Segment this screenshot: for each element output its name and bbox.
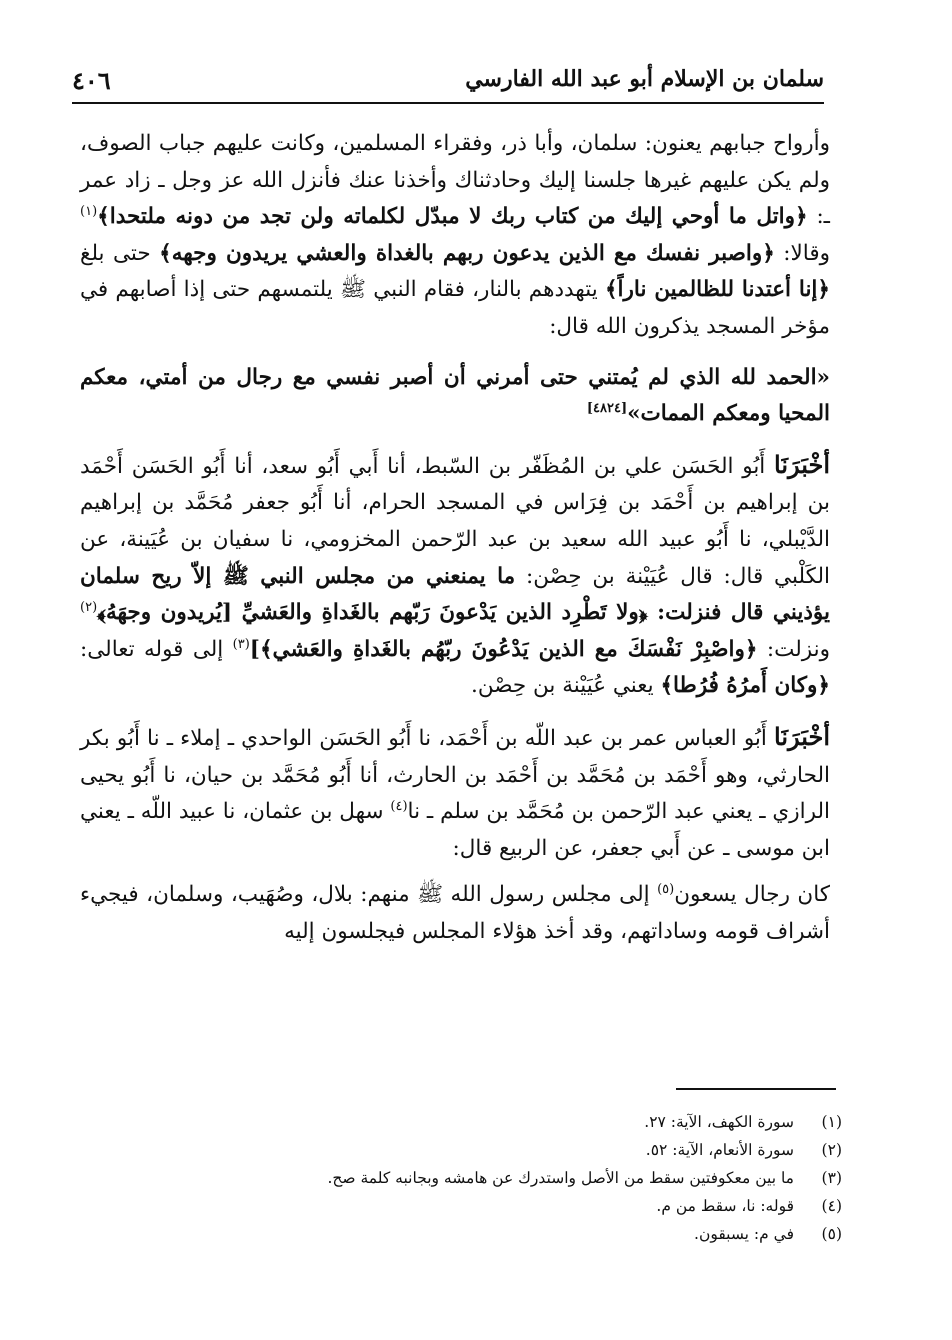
quran-quote: ﴿واتل ما أوحي إليك من كتاب ربك لا مبدّل لكلماته ولن تجد من دونه ملتحدا﴾ xyxy=(97,204,808,230)
footnote-number: (٤) xyxy=(821,1197,842,1215)
footnote-number: (٣) xyxy=(821,1169,842,1187)
paragraph-lead: أخْبَرَنَا xyxy=(774,449,830,479)
paragraph-lead: أخْبَرَنَا xyxy=(774,721,830,751)
paragraph-1 xyxy=(80,126,830,346)
hadith-text xyxy=(80,360,830,433)
footnote-item xyxy=(120,1192,842,1220)
quran-quote: ﴿واصْبِرْ نَفْسَكَ مع الذين يَدْعُونَ ربّهُم بالغَداةِ والعَشي﴾] xyxy=(249,636,758,662)
footnote-item xyxy=(120,1164,842,1192)
footnote-text: ما بين معكوفتين سقط من الأصل واستدرك عن هامشه وبجانبه كلمة صح. xyxy=(327,1169,794,1187)
text-segment: سهل بن عثمان، نا عبيد اللّه ـ يعني ابن موسى ـ عن أَبي جعفر، عن الربيع قال: xyxy=(80,799,830,861)
paragraph-4 xyxy=(80,719,830,867)
text-segment: وأرواح جبابهم يعنون: سلمان، وأبا ذر، وفقراء المسلمين، وكانت عليهم جباب الصوف، ولم يكن عليهم غيرها جلسنا إليك وحادثناك وأخذنا عنك فأنزل الله عز وجل ـ زاد عمر ـ: xyxy=(80,131,830,230)
hadith-quote: «الحمد لله الذي لم يُمتني حتى أمرني أن أصبر نفسي مع رجال من أمتي، معكم المحيا ومعكم الممات» xyxy=(80,364,830,427)
text-segment: يعني عُيَيْنة بن حِصْن. xyxy=(471,673,661,699)
text-segment: وقالا: xyxy=(774,240,830,266)
footnote-text: سورة الأنعام، الآية: ٥٢. xyxy=(645,1141,794,1159)
footnote-marker: (١) xyxy=(80,204,98,220)
footnote-marker: (٤) xyxy=(390,798,408,814)
footnote-item xyxy=(120,1108,842,1136)
text-segment: إلى مجلس رسول الله ﷺ منهم: بلال، وصُهَيب، وسلمان، فيجيء أشراف قومه وساداتهم، وقد أخذ هؤلاء المجلس فيجلسون إليه xyxy=(80,882,830,944)
quran-quote: ﴿إنا أعتدنا للظالمين ناراً﴾ xyxy=(604,277,830,303)
text-segment: كان رجال يسعون xyxy=(674,882,830,908)
footnote-text: سورة الكهف، الآية: ٢٧. xyxy=(644,1113,794,1131)
text-segment: إلى قوله تعالى: xyxy=(80,636,233,662)
footnote-marker: (٢) xyxy=(80,599,98,615)
text-segment: أَبُو الحَسَن علي بن المُظَفّر بن السّبط، أنا أَبي أَبُو سعد، أنا أَبُو الحَسَن أَحْمَد بن إبراهيم بن أَحْمَد بن فِرَاس في المسجد الحرام، أنا أَبُو جعفر مُحَمَّد بن إبراهيم الدَّيْبلي، نا أَبُو عبيد الله سعيد بن عبد الرّحمن المخزومي، نا سفيان بن عُيَينة، عن الكَلْبي قال: قال عُيَيْنة بن حِصْن: xyxy=(80,453,830,589)
text-segment: يتهددهم بالنار، فقام النبي ﷺ يلتمسهم حتى إذا أصابهم في مؤخر المسجد يذكرون الله قال: xyxy=(80,277,830,339)
paragraph-5 xyxy=(80,877,830,950)
footnotes xyxy=(120,1108,842,1248)
footnote-item xyxy=(120,1220,842,1248)
footnote-number: (٢) xyxy=(821,1141,842,1159)
text-segment: أَبُو العباس عمر بن عبد اللّه بن أَحْمَد، نا أَبُو الحَسَن الواحدي ـ إملاء ـ نا أَبُو بكر الحارثي، وهو أَحْمَد بن مُحَمَّد بن أَحْمَد بن الحارث، أنا أَبُو مُحَمَّد بن حيان، نا أَبُو يحيى الرازي ـ يعني عبد الرّحمن بن مُحَمَّد بن سلم ـ نا xyxy=(80,725,830,825)
page-header xyxy=(72,62,824,104)
quran-quote: ﴿ولا تَطْرِد الذين يَدْعونَ رَبّهم بالغَداةِ والعَشيِّ [يُريدون وجهَهُ﴾ xyxy=(97,600,648,626)
emphasized-text: ما يمنعني من مجلس النبي ﷺ إلاّ ريح سلمان يؤذيني قال فنزلت: xyxy=(80,563,830,626)
footnote-number: (٥) xyxy=(821,1225,842,1243)
quran-quote: ﴿واصبر نفسك مع الذين يدعون ربهم بالغداة والعشي يريدون وجهه﴾ xyxy=(159,240,775,266)
footnote-divider xyxy=(676,1088,836,1090)
paragraph-3 xyxy=(80,447,830,705)
footnote-number: (١) xyxy=(821,1113,842,1131)
text-segment: ونزلت: xyxy=(757,636,830,662)
quran-quote: ﴿وكان أَمرُهُ فُرُطا﴾ xyxy=(660,673,830,699)
footnote-marker: (٥) xyxy=(657,882,675,898)
footnote-item xyxy=(120,1136,842,1164)
footnote-marker: (٣) xyxy=(232,636,250,652)
footnote-text: في م: يسبقون. xyxy=(694,1225,794,1243)
text-segment: حتى بلغ xyxy=(80,240,160,266)
footnote-text: قوله: نا، سقط من م. xyxy=(656,1197,794,1215)
main-text xyxy=(80,126,830,960)
hadith-reference: [٤٨٢٤] xyxy=(586,401,628,416)
running-title: سلمان بن الإسلام أبو عبد الله الفارسي xyxy=(465,66,824,92)
page-number: ٤٠٦ xyxy=(72,66,111,95)
